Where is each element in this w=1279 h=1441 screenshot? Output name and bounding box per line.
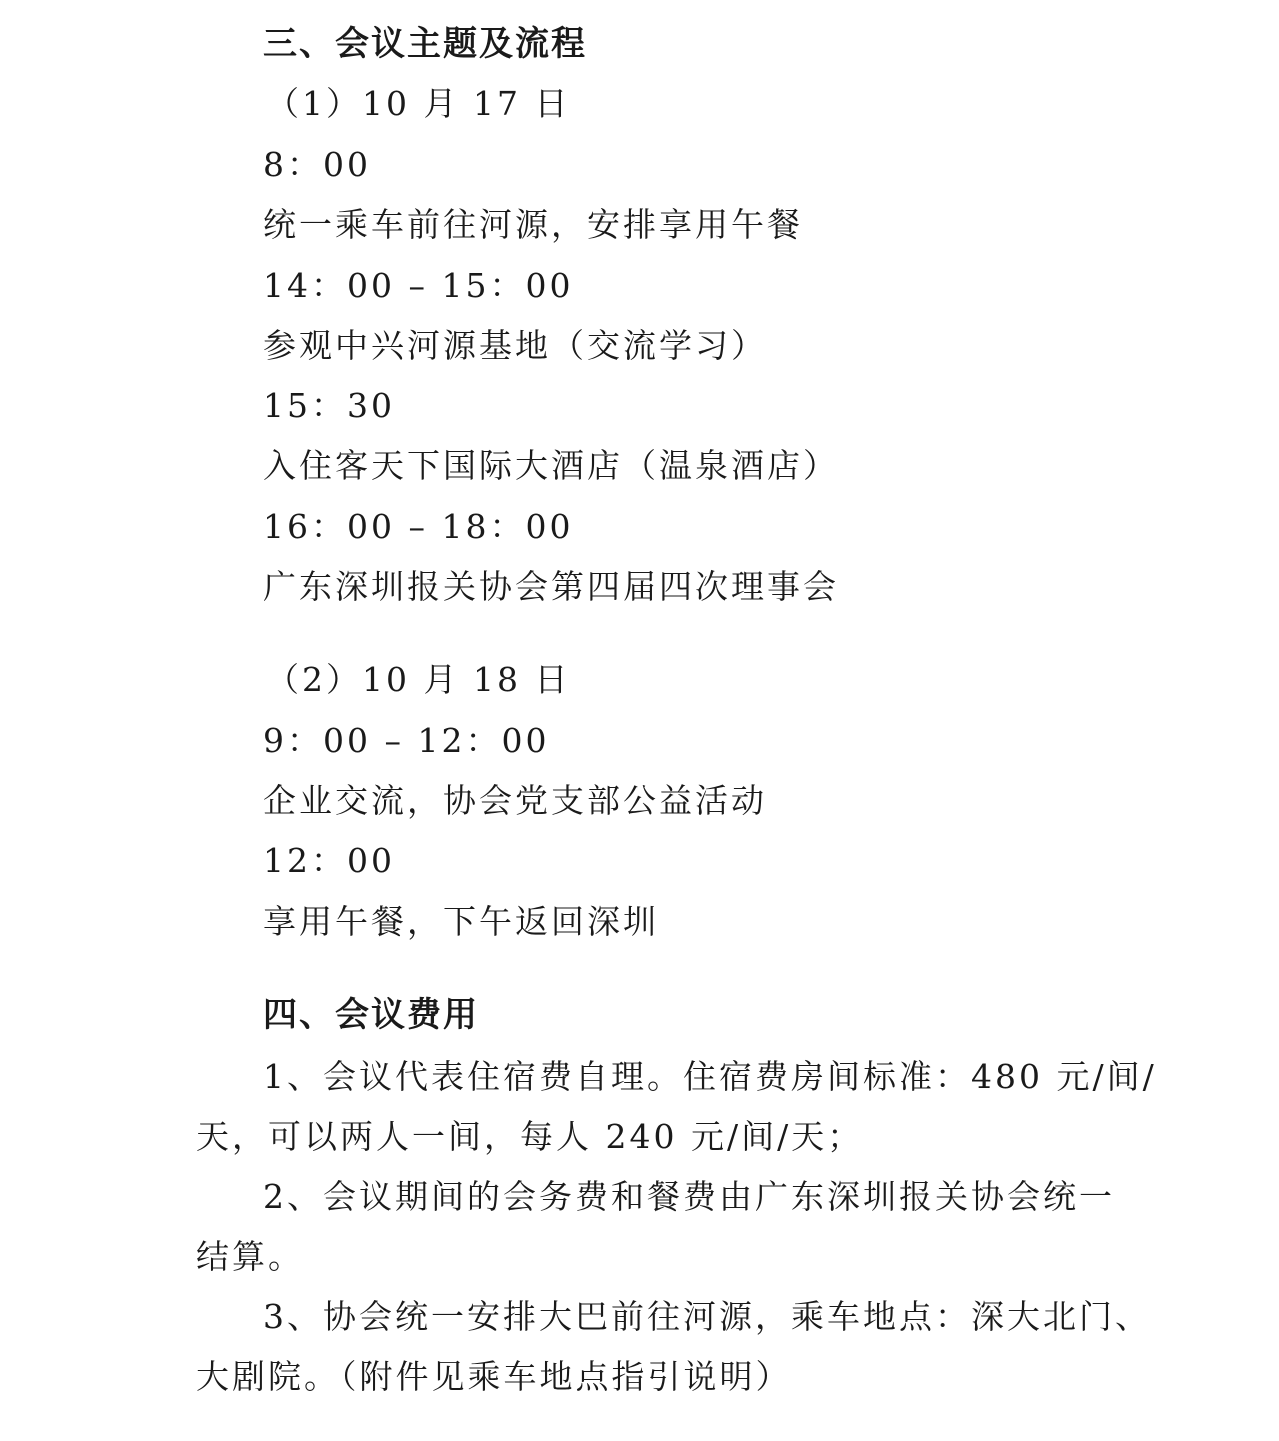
schedule-description: 统一乘车前往河源，安排享用午餐 <box>263 205 803 244</box>
schedule-description: 广东深圳报关协会第四届四次理事会 <box>263 567 839 606</box>
day2-date: （2）10 月 18 日 <box>266 660 571 699</box>
fee-item-2-line-1: 2、会议期间的会务费和餐费由广东深圳报关协会统一 <box>263 1177 1115 1216</box>
section-heading-fees: 四、会议费用 <box>263 995 479 1035</box>
schedule-time: 8：00 <box>263 145 371 184</box>
schedule-description: 企业交流，协会党支部公益活动 <box>263 781 767 820</box>
schedule-description: 享用午餐，下午返回深圳 <box>263 902 659 941</box>
schedule-time: 15：30 <box>263 386 395 425</box>
fee-item-3-line-2: 大剧院。（附件见乘车地点指引说明） <box>196 1357 792 1396</box>
schedule-time: 12：00 <box>263 841 395 880</box>
schedule-description: 参观中兴河源基地（交流学习） <box>263 326 767 365</box>
schedule-description: 入住客天下国际大酒店（温泉酒店） <box>263 446 839 485</box>
fee-item-3-line-1: 3、协会统一安排大巴前往河源，乘车地点：深大北门、 <box>263 1297 1151 1336</box>
schedule-time: 16：00 – 18：00 <box>263 507 574 546</box>
day1-date: （1）10 月 17 日 <box>266 84 571 123</box>
schedule-time: 14：00 – 15：00 <box>263 266 574 305</box>
fee-item-1-line-1: 1、会议代表住宿费自理。住宿费房间标准：480 元/间/ <box>263 1057 1157 1096</box>
fee-item-1-line-2: 天，可以两人一间，每人 240 元/间/天； <box>196 1117 864 1156</box>
fee-item-2-line-2: 结算。 <box>196 1237 304 1276</box>
schedule-time: 9：00 – 12：00 <box>263 721 550 760</box>
section-heading-agenda: 三、会议主题及流程 <box>263 24 587 64</box>
